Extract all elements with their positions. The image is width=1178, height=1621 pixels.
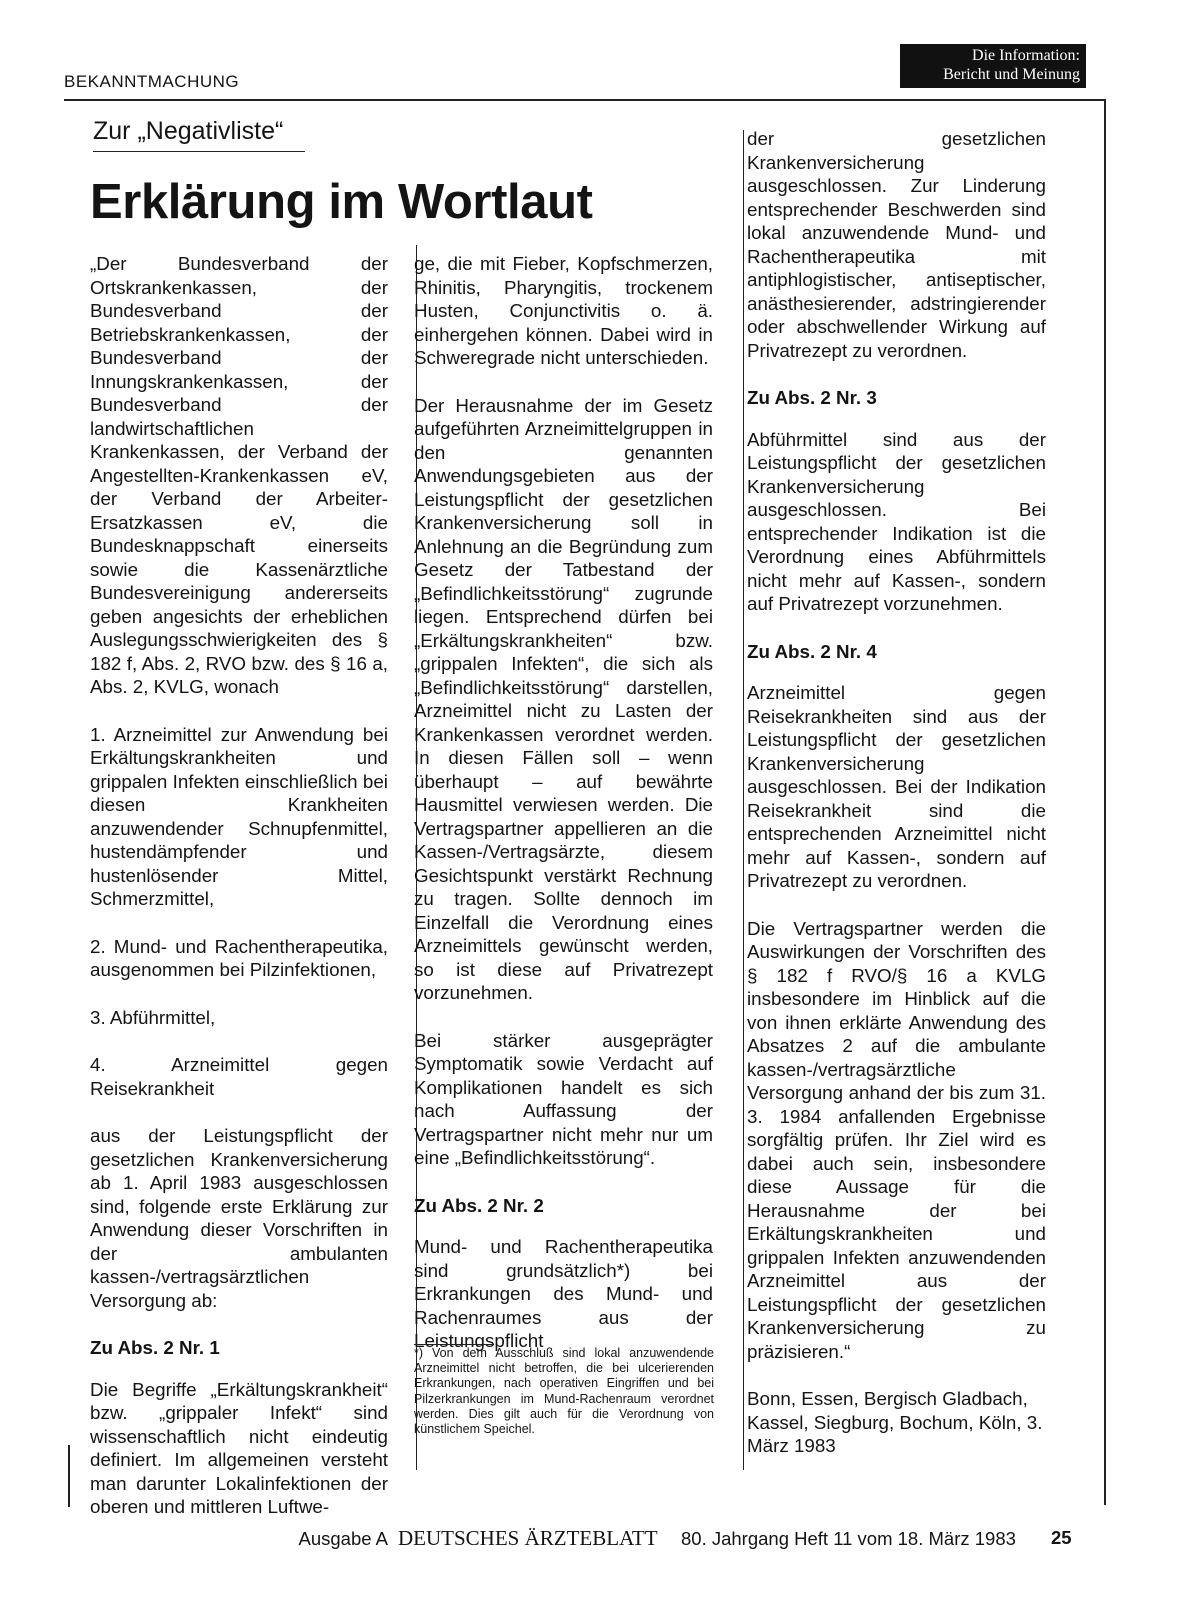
- paragraph: „Der Bundesverband der Ortskrankenkassen, der Bundesverband der Betriebskrankenkassen, der Bundesverband der Innungskrankenkassen, der Bundesverband der landwirtschaftlichen Krankenkassen, der Verband der Angestellten-Krankenkassen eV, der Verband der Arbeiter-Ersatzkassen eV, die Bundesknappschaft einerseits sowie die Kassenärztliche Bundesvereinigung andererseits geben angesichts der erheblichen Auslegungsschwierigkeiten des § 182 f, Abs. 2, RVO bzw. des § 16 a, Abs. 2, KVLG, wonach: [90, 253, 388, 697]
- frame-top-rule: [64, 99, 1104, 101]
- text-column-3: [747, 127, 1046, 1482]
- list-item: 2. Mund- und Rachentherapeutika, ausgenommen bei Pilzinfektionen,: [90, 935, 388, 980]
- list-item: 3. Abführmittel,: [90, 1006, 216, 1028]
- footnote: *) Von dem Ausschluß sind lokal anzuwendende Arzneimittel nicht betroffen, die bei ulcerierenden Erkrankungen, nach operativen Eingriffen und bei Pilzerkrankungen im Mund-Rachenraum verordnet werden. Dies gilt auch für die Verordnung von künstlichem Speichel.: [414, 1346, 714, 1437]
- frame-left-rule: [68, 1445, 70, 1507]
- subheading: Zu Abs. 2 Nr. 1: [90, 1337, 220, 1358]
- signature-block: Bonn, Essen, Bergisch Gladbach, Kassel, Siegburg, Bochum, Köln, 3. März 1983: [747, 1388, 1043, 1456]
- paragraph: Die Vertragspartner werden die Auswirkungen der Vorschriften des § 182 f RVO/§ 16 a KVLG insbesondere im Hinblick auf die von ihnen erklärte Anwendung des Absatzes 2 auf die ambulante kassen-/vertragsärztliche Versorgung anhand der bis zum 31. 3. 1984 anfallenden Ergebnisse sorgfältig prüfen. Ihr Ziel wird es dabei auch sein, insbesondere diese Aussage für die Herausnahme der bei Erkältungskrankheiten und grippalen Infekten anzuwendenden Arzneimittel aus der Leistungspflicht der gesetzlichen Krankenversicherung zu präzisieren.“: [747, 917, 1046, 1362]
- paragraph: ge, die mit Fieber, Kopfschmerzen, Rhinitis, Pharyngitis, trockenem Husten, Conjunctivitis o. ä. einhergehen können. Dabei wird in Schweregrade nicht unterschieden.: [414, 253, 713, 368]
- paragraph: Die Begriffe „Erkältungskrankheit“ bzw. „grippaler Infekt“ sind wissenschaftlich nicht eindeutig definiert. Im allgemeinen versteht man darunter Lokalinfektionen der oberen und mittleren Luftwe-: [90, 1378, 388, 1517]
- text-column-2: [414, 252, 713, 1377]
- paragraph: Bei stärker ausgeprägter Symptomatik sowie Verdacht auf Komplikationen handelt es sich nach Auffassung der Vertragspartner nicht mehr nur um eine „Befindlichkeitsstörung“.: [414, 1029, 713, 1168]
- footnote-rule: [414, 1344, 494, 1345]
- section-label: BEKANNTMACHUNG: [64, 72, 240, 91]
- paragraph: Mund- und Rachentherapeutika sind grundsätzlich*) bei Erkrankungen des Mund- und Rachenraumes aus der Leistungspflicht: [414, 1236, 713, 1351]
- paragraph: Arzneimittel gegen Reisekrankheiten sind aus der Leistungspflicht der gesetzlichen Krankenversicherung ausgeschlossen. Bei der Indikation Reisekrankheit sind die entsprechenden Arzneimittel nicht mehr auf Kassen-, sondern auf Privatrezept zu verordnen.: [747, 682, 1046, 891]
- footer-edition: Ausgabe A: [298, 1528, 388, 1549]
- paragraph: Abführmittel sind aus der Leistungspflicht der gesetzlichen Krankenversicherung ausgeschlossen. Bei entsprechender Indikation ist die Verordnung eines Abführmittels nicht mehr auf Kassen-, sondern auf Privatrezept vorzunehmen.: [747, 428, 1046, 614]
- article-headline: Erklärung im Wortlaut: [90, 175, 593, 229]
- text-column-1: [90, 252, 388, 1543]
- page-number: 25: [1051, 1527, 1072, 1548]
- footer-journal-title: DEUTSCHES ÄRZTEBLATT: [398, 1526, 658, 1550]
- paragraph: aus der Leistungspflicht der gesetzlichen Krankenversicherung ab 1. April 1983 ausgeschlossen sind, folgende erste Erklärung zur Anwendung dieser Vorschriften in der ambulanten kassen-/vertragsärztlichen Versorgung ab:: [90, 1125, 388, 1311]
- rubric-line-1: Die Information:: [972, 47, 1080, 64]
- frame-right-rule: [1104, 99, 1106, 1505]
- paragraph: Der Herausnahme der im Gesetz aufgeführten Arzneimittelgruppen in den genannten Anwendungsgebieten aus der Leistungspflicht der gesetzlichen Krankenversicherung soll in Anlehnung an die Begründung zum Gesetz der Tatbestand der „Befindlichkeitsstörung“ zugrunde liegen. Entsprechend dürfen bei „Erkältungskrankheiten“ bzw. „grippalen Infekten“, die sich als „Befindlichkeitsstörung“ darstellen, Arzneimittel nicht zu Lasten der Krankenkassen verordnet werden. In diesen Fällen soll – wenn überhaupt – auf bewährte Hausmittel verwiesen werden. Die Vertragspartner appellieren an die Kassen-/Vertragsärzte, diesem Gesichtspunkt verstärkt Rechnung zu tragen. Sollte dennoch im Einzelfall die Verordnung eines Arzneimittels gewünscht werden, so ist diese auf Privatrezept vorzunehmen.: [414, 394, 713, 1003]
- list-item: 1. Arzneimittel zur Anwendung bei Erkältungskrankheiten und grippalen Infekten einschließlich bei diesen Krankheiten anzuwendender Schnupfenmittel, hustendämpfender und hustenlösender Mittel, Schmerzmittel,: [90, 723, 388, 909]
- paragraph: der gesetzlichen Krankenversicherung ausgeschlossen. Zur Linderung entsprechender Beschwerden sind lokal anzuwendende Mund- und Rachentherapeutika mit antiphlogistischer, antiseptischer, anästhesierender, adstringierender oder abschwellender Wirkung auf Privatrezept zu verordnen.: [747, 128, 1046, 361]
- list-item: 4. Arzneimittel gegen Reisekrankheit: [90, 1054, 388, 1099]
- subheading: Zu Abs. 2 Nr. 2: [414, 1194, 544, 1216]
- footer-issue: 80. Jahrgang Heft 11 vom 18. März 1983: [681, 1528, 1016, 1549]
- column-divider-2: [743, 130, 744, 1470]
- rubric-box: [900, 44, 1086, 88]
- subheading: Zu Abs. 2 Nr. 4: [747, 640, 877, 662]
- subheading: Zu Abs. 2 Nr. 3: [747, 387, 877, 408]
- article-kicker: Zur „Negativliste“: [93, 117, 305, 152]
- rubric-line-2: Bericht und Meinung: [943, 66, 1080, 83]
